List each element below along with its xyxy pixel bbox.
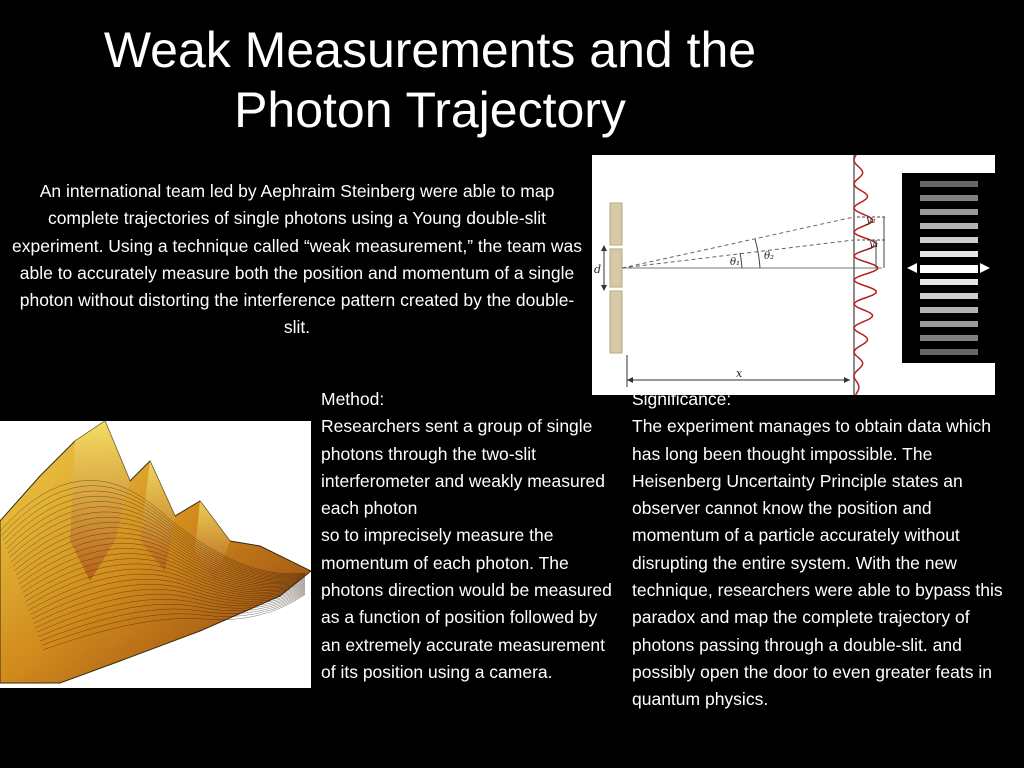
fringe-band [920, 279, 978, 285]
fringe-band [920, 293, 978, 299]
theta1-label: θ₁ [730, 257, 741, 268]
fringe-band [920, 223, 978, 229]
significance-body: The experiment manages to obtain data which has long been thought impossible. The Heisenberg Uncertainty Principle states an observer cannot know the position and momentum of a particle accurately without disrupting the entire system. With the new technique, researchers were able to bypass this paradox and map the complete trajectory of photons passing through a double-slit. and possibly open the door to even greater feats in quantum physics. [632, 416, 1003, 710]
fringe-band [920, 321, 978, 327]
double-slit-diagram [592, 155, 995, 395]
trajectory-surface-image [0, 421, 311, 688]
interference-wave [854, 155, 878, 395]
significance-heading: Significance: [632, 389, 732, 409]
theta2-arc [755, 239, 760, 268]
fringe-band [920, 307, 978, 313]
fringe-band [920, 195, 978, 201]
barrier-middle [610, 249, 622, 287]
d-arrow-bottom [601, 285, 607, 291]
method-column [321, 386, 621, 686]
fringe-band [920, 181, 978, 187]
slide-title [30, 20, 830, 140]
x-arrow-left [627, 377, 633, 383]
fringe-band [920, 349, 978, 355]
d-label: d [594, 263, 602, 276]
intro-paragraph: An international team led by Aephraim Steinberg were able to map complete trajectories of single photons using a Young double-slit experiment. Using a technique called “weak measurement,” the team was able to accurately measure both the position and momentum of a single photon without distorting the interference pattern created by the double-slit. [12, 181, 582, 338]
title-line-1: Weak Measurements and the [103, 22, 757, 78]
double-slit-diagram-svg [592, 155, 995, 395]
title-line-2: Photon Trajectory [234, 82, 626, 138]
fringe-band [920, 209, 978, 215]
x-label: x [736, 367, 743, 380]
fringe-band [920, 335, 978, 341]
theta1-arc [740, 253, 742, 268]
fringe-band [920, 237, 978, 243]
method-heading: Method: [321, 389, 385, 409]
x-arrow-right [844, 377, 850, 383]
barrier-bottom [610, 291, 622, 353]
y2-label: y₂ [866, 215, 876, 226]
fringe-band [920, 251, 978, 257]
trajectory-surface-svg [0, 421, 311, 688]
significance-column [632, 386, 1024, 714]
method-body: Researchers sent a group of single photons through the two-slit interferometer and weakly measured each photon so to imprecisely measure the momentum of each photon. The photons direction would be measured as a function of position followed by an extremely accurate measurement of its position using a camera. [321, 416, 612, 682]
d-arrow-top [601, 245, 607, 251]
fringe-band [920, 265, 978, 273]
theta2-label: θ₂ [764, 251, 775, 262]
y1-label: y₁ [869, 239, 879, 250]
barrier-top [610, 203, 622, 245]
